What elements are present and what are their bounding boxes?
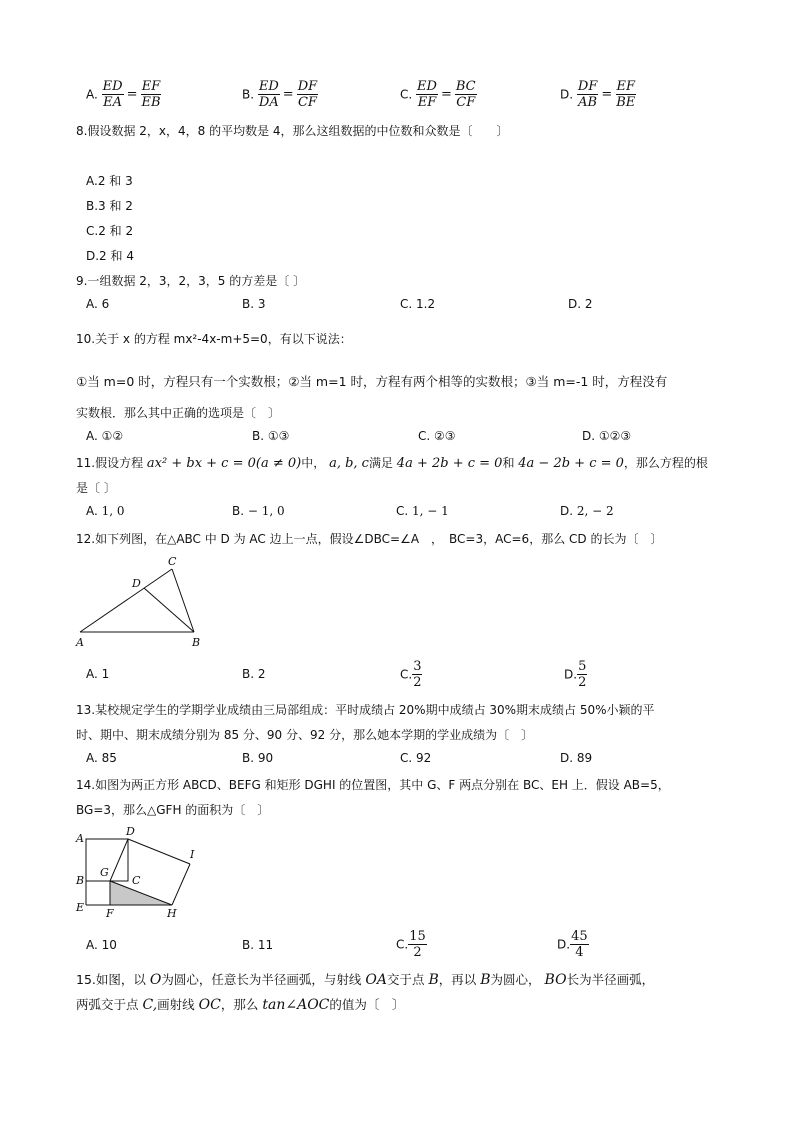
q15-math: OA (365, 972, 387, 988)
q10-stem: 10.关于 x 的方程 mx²-4x-m+5=0，有以下说法： (76, 332, 352, 346)
label-a: A (76, 832, 84, 845)
q13-option-a: A. 85 (86, 751, 117, 765)
label-b: B (192, 636, 201, 649)
q11-option-a (86, 504, 125, 518)
fraction-denominator: DA (258, 95, 279, 110)
q15-text: ，那么 (220, 997, 259, 1012)
q14-squares-figure (70, 824, 210, 924)
q15-text: 长为半径画弧， (566, 972, 655, 987)
q14-option-b: B. 11 (242, 938, 274, 952)
q10-option-b: B. ①③ (252, 429, 290, 443)
option-value: − 1, 0 (247, 504, 285, 518)
option-label: C. (400, 87, 413, 102)
fraction-denominator: EB (141, 95, 161, 110)
q8-option-c: C.2 和 2 (86, 224, 134, 238)
q11-stem (76, 454, 708, 471)
q9-option-c: C. 1.2 (400, 297, 436, 311)
q10-body-line2: 实数根．那么其中正确的选项是〔 〕 (76, 406, 281, 420)
q11-text: 中， (301, 456, 326, 470)
fraction-numerator: 15 (409, 929, 426, 944)
q8-option-d: D.2 和 4 (86, 249, 134, 263)
q11-option-d (560, 504, 614, 518)
option-value: 2, − 2 (576, 504, 614, 518)
q11-prefix: 11.假设方程 (76, 456, 144, 470)
q11-text: 满足 (368, 456, 393, 470)
q11-equation: ax² + bx + c = 0(a ≠ 0) (146, 456, 302, 471)
option-label: D. (560, 504, 574, 518)
q9-option-a: A. 6 (86, 297, 110, 311)
fraction-numerator: ED (417, 79, 437, 94)
fraction-denominator: CF (456, 95, 476, 110)
fraction-numerator: ED (258, 79, 279, 94)
fraction-denominator: EA (103, 95, 123, 110)
q15-text: 两弧交于点 (76, 997, 139, 1012)
label-b: B (76, 874, 85, 887)
q13-option-b: B. 90 (242, 751, 274, 765)
option-label: B. (242, 87, 255, 102)
q14-stem-line2: BG=3，那么△GFH 的面积为〔 〕 (76, 803, 270, 817)
option-label: C. (396, 937, 409, 952)
q15-stem-line2 (76, 995, 404, 1013)
q15-text: 交于点 (386, 972, 425, 987)
q11-option-c (396, 504, 449, 518)
q15-text: 15.如图，以 (76, 972, 146, 987)
segment-ih (172, 864, 190, 905)
label-c: C (168, 555, 177, 568)
segment-di (128, 839, 190, 864)
q15-text: ，再以 (438, 972, 477, 987)
option-value: 1, 0 (101, 504, 125, 518)
equals-sign: = (601, 87, 613, 102)
q14-option-a: A. 10 (86, 938, 117, 952)
q8-stem: 8.假设数据 2，x，4，8 的平均数是 4，那么这组数据的中位数和众数是〔 〕 (76, 124, 509, 138)
fraction-denominator: 4 (575, 945, 584, 960)
q15-math: BO (544, 972, 567, 988)
fraction-denominator: EF (417, 95, 437, 110)
fraction-denominator: 2 (578, 675, 587, 690)
option-label: D. (557, 937, 571, 952)
option-value: 1, − 1 (412, 504, 449, 518)
fraction-denominator: 2 (413, 675, 422, 690)
q11-stem-line2: 是〔 〕 (76, 481, 116, 495)
q12-option-b: B. 2 (242, 667, 266, 681)
q11-condition-1: 4a + 2b + c = 0 (396, 456, 503, 471)
label-e: E (76, 901, 85, 914)
q13-option-c: C. 92 (400, 751, 432, 765)
q10-body-line1: ①当 m=0 时，方程只有一个实数根；②当 m=1 时，方程有两个相等的实数根；③当 m=-1 时，方程没有 (76, 374, 668, 389)
fraction-numerator: EF (141, 79, 161, 94)
option-label: D. (564, 667, 578, 682)
label-h: H (167, 907, 177, 920)
q8-option-a: A.2 和 3 (86, 174, 133, 188)
fraction-numerator: BC (455, 79, 476, 94)
q15-math: B (480, 972, 491, 988)
q9-stem: 9.一组数据 2，3，2，3，5 的方差是〔 〕 (76, 274, 306, 288)
q11-text: 和 (502, 456, 515, 470)
option-label: A. (86, 87, 98, 102)
label-d: D (126, 825, 135, 838)
option-label: B. (232, 504, 245, 518)
q15-math: C, (142, 997, 158, 1013)
q7-option-b (242, 80, 318, 109)
q12-option-c (400, 660, 422, 689)
fraction-numerator: 45 (571, 929, 588, 944)
q13-stem-line1: 13.某校规定学生的学期学业成绩由三局部组成：平时成绩占 20%期中成绩占 30%期末成绩占 50%小颖的平 (76, 703, 655, 717)
q15-math: O (149, 972, 162, 988)
label-d: D (132, 577, 141, 590)
option-label: C. (400, 667, 413, 682)
fraction-numerator: 5 (578, 659, 587, 674)
q11-variables: a, b, c (329, 456, 369, 471)
fraction-numerator: EF (616, 79, 636, 94)
q15-math: tan∠AOC (262, 997, 330, 1013)
segment-gd (110, 839, 128, 881)
q10-option-a: A. ①② (86, 429, 124, 443)
q15-stem-line1 (76, 970, 654, 988)
fraction-numerator: ED (102, 79, 123, 94)
equals-sign: = (126, 87, 138, 102)
q15-text: 为圆心，任意长为半径画弧，与射线 (161, 972, 362, 987)
equals-sign: = (282, 87, 294, 102)
q15-text: 画射线 (157, 997, 195, 1012)
q7-option-d (560, 80, 636, 109)
q15-text: 为圆心， (490, 972, 541, 987)
q7-option-c (400, 80, 477, 109)
equals-sign: = (440, 87, 452, 102)
q12-option-d (564, 660, 587, 689)
q12-option-a: A. 1 (86, 667, 110, 681)
q7-option-a (86, 80, 162, 109)
q11-condition-2: 4a − 2b + c = 0 (518, 456, 624, 471)
fraction-denominator: AB (578, 95, 598, 110)
option-label: C. (396, 504, 409, 518)
q12-triangle-figure (70, 552, 210, 652)
q14-stem-line1: 14.如图为两正方形 ABCD、BEFG 和矩形 DGHI 的位置图，其中 G、F 两点分别在 BC、EH 上．假设 AB=5， (76, 778, 670, 792)
q13-option-d: D. 89 (560, 751, 593, 765)
label-g: G (100, 866, 109, 879)
fraction-denominator: BE (616, 95, 636, 110)
q10-option-d: D. ①②③ (582, 429, 632, 443)
q11-option-b (232, 504, 285, 518)
q14-option-d (557, 930, 589, 959)
q12-stem: 12.如下列图，在△ABC 中 D 为 AC 边上一点，假设∠DBC=∠A ， BC=3，AC=6，那么 CD 的长为〔 〕 (76, 532, 663, 546)
label-a: A (76, 636, 84, 649)
label-c: C (132, 874, 141, 887)
label-f: F (106, 907, 114, 920)
q13-stem-line2: 时、期中、期末成绩分别为 85 分、90 分、92 分，那么她本学期的学业成绩为〔 〕 (76, 728, 534, 742)
q9-option-d: D. 2 (568, 297, 593, 311)
fraction-numerator: DF (297, 79, 318, 94)
q9-option-b: B. 3 (242, 297, 266, 311)
q10-option-c: C. ②③ (418, 429, 456, 443)
q11-text: ，那么方程的根 (623, 456, 708, 470)
q8-option-b: B.3 和 2 (86, 199, 133, 213)
q15-math: B (428, 972, 439, 988)
fraction-numerator: 3 (413, 659, 422, 674)
option-label: D. (560, 87, 574, 102)
fraction-denominator: CF (297, 95, 317, 110)
option-label: A. (86, 504, 98, 518)
q15-math: OC (198, 997, 221, 1013)
fraction-denominator: 2 (413, 945, 422, 960)
label-i: I (190, 848, 195, 861)
fraction-numerator: DF (577, 79, 598, 94)
q15-text: 的值为〔 〕 (329, 997, 405, 1012)
q14-option-c (396, 930, 427, 959)
